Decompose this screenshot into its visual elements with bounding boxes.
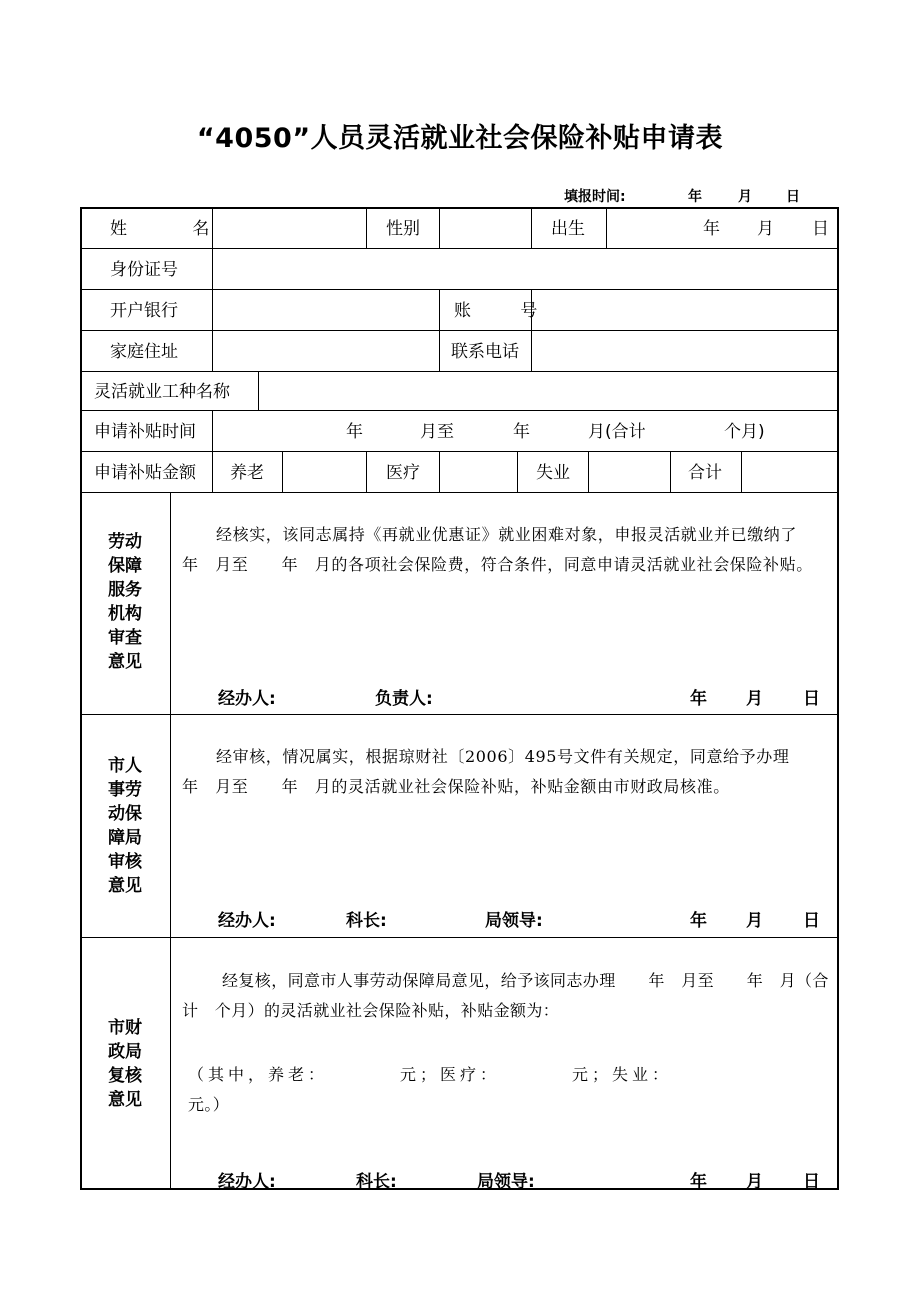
col-line — [212, 248, 213, 290]
sig-responsible: 负责人: — [375, 689, 433, 709]
label-birth: 出生 — [551, 219, 585, 239]
sig-year: 年 — [690, 911, 707, 931]
section-text-hr-bureau: 经审核，情况属实，根据琼财社〔2006〕495号文件有关规定，同意给予办理 年 月至 年 月的灵活就业社会保险补贴，补贴金额由市财政局核准。 — [182, 747, 823, 796]
table-border-bottom — [80, 1188, 839, 1190]
row-line — [80, 289, 839, 290]
birth-year: 年 — [703, 219, 720, 239]
col-line — [439, 451, 440, 493]
period-year-2: 年 — [513, 422, 530, 442]
period-months-total: 个月) — [724, 422, 765, 442]
period-month-1: 月至 — [420, 422, 454, 442]
col-line — [212, 330, 213, 372]
sig-month: 月 — [746, 911, 763, 931]
row-line — [80, 714, 839, 715]
label-total: 合计 — [688, 463, 722, 483]
row-line — [80, 248, 839, 249]
label-apply-period: 申请补贴时间 — [94, 422, 196, 442]
row-line — [80, 492, 839, 493]
section-label-hr-bureau — [80, 754, 170, 898]
label-address: 家庭住址 — [110, 342, 178, 362]
row-line — [80, 330, 839, 331]
section-text-amount-end: 元。） — [188, 1095, 230, 1114]
period-year-1: 年 — [346, 422, 363, 442]
sig-section-chief: 科长: — [356, 1172, 397, 1192]
sig-year: 年 — [690, 689, 707, 709]
col-line — [588, 451, 589, 493]
sig-day: 日 — [803, 1172, 820, 1192]
label-name: 姓 名 — [110, 219, 240, 239]
table-border-right — [837, 207, 839, 1190]
sig-month: 月 — [746, 689, 763, 709]
col-line — [212, 410, 213, 452]
col-line — [439, 207, 440, 249]
section-label-text: 市财政局复核意见 — [108, 1018, 142, 1110]
label-account: 账 号 — [454, 301, 560, 321]
col-line — [212, 289, 213, 331]
row-line — [80, 451, 839, 452]
col-line — [517, 451, 518, 493]
label-medical: 医疗 — [386, 463, 420, 483]
label-job-type: 灵活就业工种名称 — [94, 382, 230, 402]
sig-handler: 经办人: — [218, 911, 276, 931]
col-line — [531, 330, 532, 372]
sig-handler: 经办人: — [218, 689, 276, 709]
section-label-text: 劳动保障服务机构审查意见 — [108, 532, 142, 672]
fill-time-month: 月 — [738, 189, 752, 205]
page-title: “4050”人员灵活就业社会保险补贴申请表 — [196, 123, 724, 154]
row-line — [80, 371, 839, 372]
col-line — [439, 330, 440, 372]
birth-day: 日 — [812, 219, 829, 239]
col-line — [212, 451, 213, 493]
section-text-finance-bureau: 经复核，同意市人事劳动保障局意见，给予该同志办理 年 月至 年 月（合计 个月）的灵活就业社会保险补贴，补贴金额为： — [182, 971, 829, 1020]
birth-month: 月 — [757, 219, 774, 239]
label-bank: 开户银行 — [110, 301, 178, 321]
sig-section-chief: 科长: — [346, 911, 387, 931]
section-label-text: 市人事劳动保障局审核意见 — [108, 756, 142, 896]
label-pension: 养老 — [230, 463, 264, 483]
row-line — [80, 410, 839, 411]
section-text-amount-breakdown: （其中，养老： 元；医疗： 元；失业： — [188, 1065, 673, 1084]
label-apply-amount: 申请补贴金额 — [94, 463, 196, 483]
col-line — [282, 451, 283, 493]
col-line — [258, 371, 259, 411]
col-line — [741, 451, 742, 493]
col-line — [366, 451, 367, 493]
row-line — [80, 937, 839, 938]
fill-time-day: 日 — [786, 189, 800, 205]
col-line — [366, 207, 367, 249]
label-id-number: 身份证号 — [110, 260, 178, 280]
label-unemployment: 失业 — [536, 463, 570, 483]
section-text-labor-service: 经核实，该同志属持《再就业优惠证》就业困难对象，申报灵活就业并已缴纳了 年 月至 年 月的各项社会保险费，符合条件，同意申请灵活就业社会保险补贴。 — [182, 525, 831, 574]
fill-time-year: 年 — [688, 189, 702, 205]
col-line — [606, 207, 607, 249]
sig-bureau-leader: 局领导: — [485, 911, 543, 931]
fill-time-label: 填报时间: — [564, 189, 626, 205]
label-phone: 联系电话 — [451, 342, 519, 362]
sig-month: 月 — [746, 1172, 763, 1192]
period-month-2: 月(合计 — [588, 422, 646, 442]
sig-year: 年 — [690, 1172, 707, 1192]
sig-bureau-leader: 局领导: — [477, 1172, 535, 1192]
col-line — [531, 207, 532, 249]
col-line — [439, 289, 440, 331]
label-gender: 性别 — [386, 219, 420, 239]
col-line — [670, 451, 671, 493]
sig-day: 日 — [803, 689, 820, 709]
section-label-finance-bureau — [80, 1016, 170, 1112]
table-border-top — [80, 207, 839, 209]
sig-handler: 经办人: — [218, 1172, 276, 1192]
sig-day: 日 — [803, 911, 820, 931]
section-label-labor-service — [80, 530, 170, 674]
col-line — [170, 492, 171, 1189]
